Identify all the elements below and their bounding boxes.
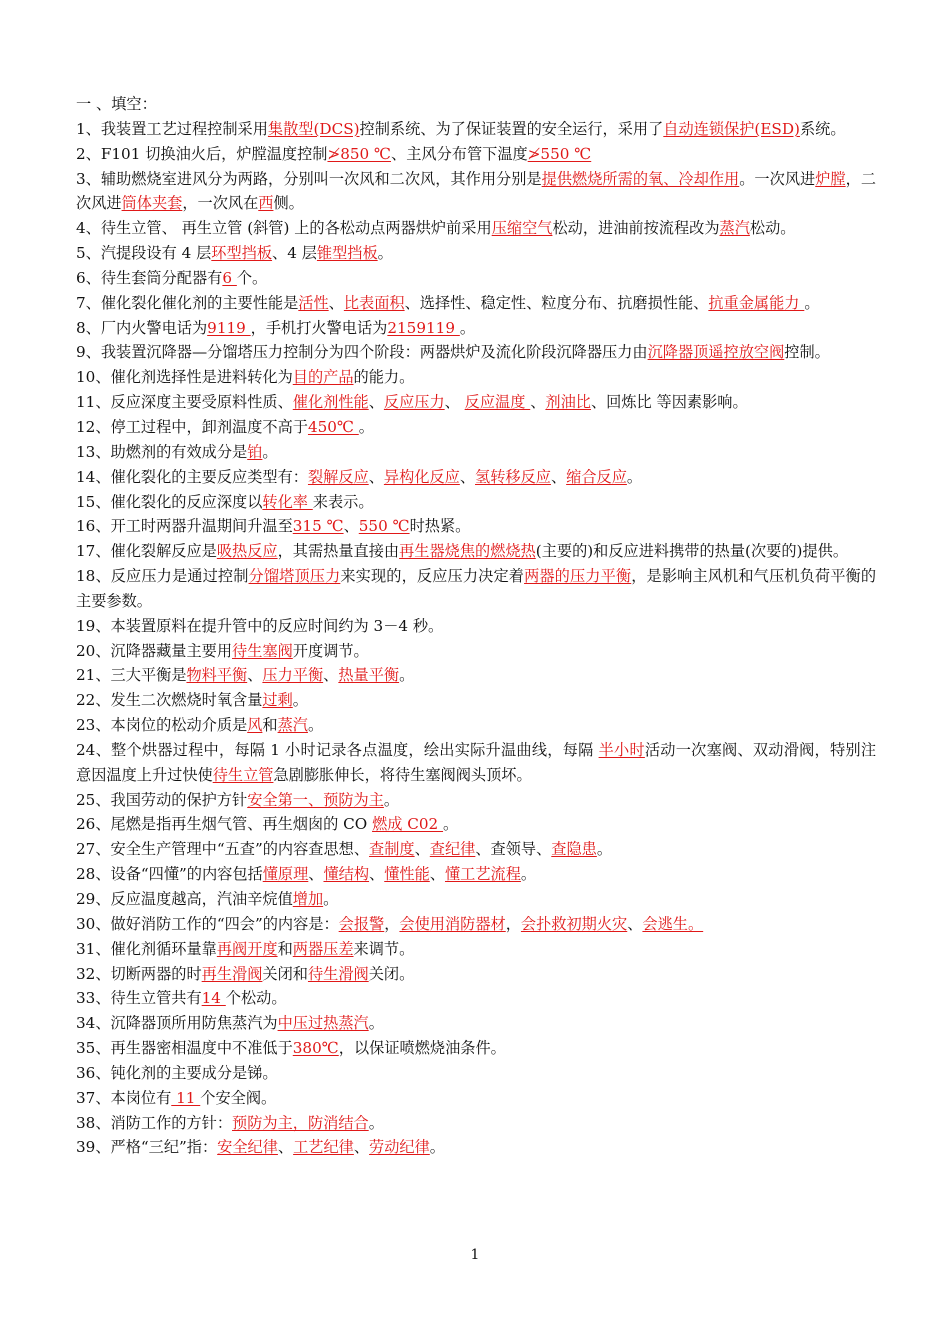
question-text: 37、本岗位有: [76, 1088, 172, 1107]
question-text: 。: [377, 244, 393, 263]
question-text: 来调节。: [353, 939, 415, 958]
question-item: [76, 564, 876, 614]
answer-text: 抗重金属能力: [708, 293, 805, 312]
question-text: 松动。: [749, 219, 796, 238]
answer-text: 压缩空气: [491, 219, 553, 238]
answer-text: 压力平衡: [262, 666, 324, 685]
question-text: 、: [343, 517, 359, 536]
answer-text: 待生塞阀: [232, 641, 293, 660]
answer-text: 再生滑阀: [201, 964, 263, 983]
answer-text: 蒸汽: [719, 219, 750, 238]
question-item: [76, 340, 876, 365]
answer-text: 会报警: [338, 914, 385, 933]
question-text: 。一次风进: [739, 169, 816, 188]
answer-text: 氢转移反应: [475, 467, 551, 486]
question-text: 侧。: [273, 194, 304, 213]
answer-text: 11: [171, 1088, 201, 1107]
answer-text: 蒸汽: [277, 716, 308, 735]
question-item: [76, 117, 876, 142]
question-text: 10、催化剂选择性是进料转化为: [76, 368, 293, 387]
question-text: 、: [323, 666, 339, 685]
answer-text: 沉降器顶遥控放空阀: [647, 343, 785, 362]
question-text: 时热紧。: [409, 517, 471, 536]
question-text: 21、三大平衡是: [76, 666, 187, 685]
question-text: 13、助燃剂的有效成分是: [76, 442, 248, 461]
question-text: 5、汽提段设有 4 层: [76, 244, 212, 263]
question-text: 、: [277, 1138, 294, 1157]
answer-text: 过剩: [262, 691, 293, 710]
section-title: 一 、填空：: [76, 95, 157, 113]
answer-text: 再阀开度: [216, 939, 278, 958]
question-item: [76, 1111, 876, 1136]
question-item: [76, 216, 876, 241]
question-text: 、: [444, 393, 465, 412]
question-item: [76, 514, 876, 539]
answer-text: 450℃: [307, 417, 359, 436]
answer-text: 550 ℃: [358, 517, 410, 536]
question-item: [76, 1036, 876, 1061]
question-text: 25、我国劳动的保护方针: [76, 790, 248, 809]
answer-text: 会使用消防器材: [399, 914, 506, 933]
question-item: [76, 812, 876, 837]
question-text: 、: [353, 1138, 370, 1157]
answer-text: 活性: [298, 293, 329, 312]
answer-text: 安全纪律: [217, 1138, 278, 1157]
question-text: 17、催化裂解反应是: [76, 542, 217, 561]
question-text: 、: [530, 393, 546, 412]
question-text: 4、待生立管、 再生立管 (斜管) 上的各松动点两器烘炉前采用: [76, 219, 492, 238]
question-item: [76, 142, 876, 167]
question-text: 急剧膨胀伸长，将待生塞阀阀头顶坏。: [273, 765, 532, 784]
answer-text: 预防为主，防消结合: [232, 1113, 369, 1132]
question-text: 的能力。: [353, 368, 415, 387]
answer-text: 风: [247, 716, 263, 735]
question-text: 16、开工时两器升温期间升温至: [76, 517, 293, 536]
answer-text: 西: [258, 194, 274, 213]
question-text: ，一次风在: [182, 194, 259, 213]
answer-text: 异构化反应: [383, 467, 460, 486]
question-item: [76, 440, 876, 465]
answer-text: 集散型(DCS): [267, 119, 360, 138]
question-item: [76, 937, 876, 962]
question-text: ，以保证喷燃烧油条件。: [338, 1039, 506, 1058]
question-text: 、: [550, 467, 567, 486]
question-item: [76, 539, 876, 564]
fill-in-blank-list: [76, 117, 876, 1160]
question-text: ，二次风进: [76, 169, 877, 213]
question-text: ，: [384, 914, 400, 933]
answer-text: 反应压力: [383, 393, 445, 412]
question-text: 关闭和: [262, 964, 308, 983]
question-text: 14、催化裂化的主要反应类型有：: [76, 467, 308, 486]
question-text: 26、尾燃是指再生烟气管、再生烟囱的 CO: [76, 815, 373, 834]
question-text: 。: [368, 1014, 384, 1033]
question-text: 3、辅助燃烧室进风分为两路，分别叫一次风和二次风，其作用分别是: [76, 169, 542, 188]
question-text: 。: [307, 716, 324, 735]
question-text: 15、催化裂化的反应深度以: [76, 492, 263, 511]
question-text: 38、消防工作的方针：: [76, 1113, 233, 1132]
question-item: [76, 738, 876, 788]
question-text: 32、切断两器的时: [76, 964, 202, 983]
question-text: 19、本装置原料在提升管中的反应时间约为 3－4 秒。: [76, 616, 444, 635]
answer-text: 再生器烧焦的燃烧热: [399, 542, 536, 561]
answer-text: 9119: [207, 318, 251, 337]
answer-text: ≯850 ℃: [327, 144, 391, 163]
question-text: 、: [369, 865, 385, 884]
answer-text: 催化剂性能: [292, 393, 369, 412]
answer-text: 增加: [292, 890, 324, 908]
question-text: 6、待生套筒分配器有: [76, 268, 223, 287]
answer-text: 315 ℃: [292, 517, 344, 536]
question-text: 关闭。: [368, 964, 415, 983]
question-text: 。: [323, 890, 339, 908]
question-text: 来表示。: [312, 492, 374, 511]
question-text: 33、待生立管共有: [76, 989, 202, 1008]
answer-text: 劳动纪律: [369, 1138, 430, 1157]
answer-text: 安全第一、预防为主: [247, 790, 384, 809]
question-text: 、4 层: [272, 244, 317, 263]
question-item: [76, 713, 876, 738]
question-text: 。: [596, 840, 613, 859]
question-text: 。: [292, 691, 308, 710]
question-item: [76, 986, 876, 1011]
question-text: 12、停工过程中，卸剂温度不高于: [76, 417, 308, 436]
question-item: [76, 415, 876, 440]
question-item: [76, 1135, 876, 1160]
question-text: ，其需热量直接由: [277, 542, 400, 561]
question-item: [76, 788, 876, 813]
question-text: 、: [328, 293, 344, 312]
question-item: [76, 490, 876, 515]
question-text: 活动一次塞阀、双动滑阀，特别注意因温度上升过快使: [76, 740, 877, 784]
question-text: 。: [358, 417, 374, 436]
question-item: [76, 663, 876, 688]
answer-text: 懂工艺流程: [444, 865, 521, 884]
question-text: 8、厂内火警电话为: [76, 318, 208, 337]
answer-text: 会扑救初期火灾: [520, 914, 628, 933]
answer-text: 环型挡板: [211, 244, 273, 263]
question-text: 系统。: [799, 119, 846, 138]
question-item: [76, 837, 876, 862]
question-text: 20、沉降器藏量主要用: [76, 641, 233, 660]
answer-text: 锥型挡板: [316, 244, 378, 263]
question-item: [76, 912, 876, 937]
answer-text: 炉膛: [815, 169, 846, 188]
answer-text: 转化率: [262, 492, 313, 511]
question-text: 、: [368, 393, 384, 412]
question-text: 29、反应温度越高，汽油辛烷值: [76, 890, 293, 908]
document-body: [76, 92, 876, 1160]
question-text: 24、整个烘器过程中，每隔 1 小时记录各点温度，绘出实际升温曲线，每隔: [76, 740, 599, 759]
answer-text: 查隐患: [551, 840, 597, 859]
question-text: 、: [429, 865, 445, 884]
question-item: [76, 465, 876, 490]
answer-text: 会逃生。: [642, 914, 704, 933]
answer-text: 目的产品: [292, 368, 354, 387]
question-text: 1、我装置工艺过程控制采用: [76, 119, 268, 138]
answer-text: 工艺纪律: [293, 1138, 354, 1157]
question-text: ，: [505, 914, 521, 933]
question-text: 。: [368, 1113, 384, 1132]
question-text: 开度调节。: [292, 641, 369, 660]
answer-text: 两器压差: [292, 939, 354, 958]
answer-text: 铂: [247, 442, 263, 461]
answer-text: 吸热反应: [216, 542, 278, 561]
answer-text: 14: [201, 989, 226, 1008]
question-item: [76, 639, 876, 664]
answer-text: 反应温度: [464, 393, 531, 412]
answer-text: 懂原理: [262, 865, 309, 884]
question-item: [76, 688, 876, 713]
question-item: [76, 1011, 876, 1036]
question-text: 和: [277, 939, 293, 958]
question-text: 控制系统、为了保证装置的安全运行，采用了: [359, 119, 664, 138]
question-text: 。: [399, 666, 415, 685]
answer-text: 燃成 C02: [372, 815, 444, 834]
question-text: 、主风分布管下温度: [391, 144, 528, 163]
question-text: 控制。: [784, 343, 830, 362]
question-text: 、: [627, 914, 643, 933]
question-text: 个松动。: [225, 989, 287, 1008]
answer-text: 查制度: [369, 840, 415, 859]
question-text: 。: [459, 318, 475, 337]
question-item: [76, 291, 876, 316]
answer-text: 物料平衡: [186, 666, 248, 685]
question-text: 23、本岗位的松动介质是: [76, 716, 248, 735]
answer-text: 筒体夹套: [121, 194, 183, 213]
question-text: (主要的)和反应进料携带的热量(次要的)提供。: [535, 542, 849, 561]
question-text: 、: [308, 865, 324, 884]
question-item: [76, 862, 876, 887]
question-text: 。: [383, 790, 400, 809]
question-text: 、查领导、: [475, 840, 552, 859]
question-item: [76, 1086, 876, 1111]
question-text: 个。: [236, 268, 268, 287]
answer-text: 懂性能: [384, 865, 430, 884]
page-number: 1: [470, 1247, 480, 1263]
question-text: 。: [443, 815, 459, 834]
answer-text: 裂解反应: [307, 467, 369, 486]
answer-text: 半小时: [598, 740, 645, 759]
question-text: 、选择性、稳定性、粒度分布、抗磨损性能、: [404, 293, 709, 312]
answer-text: 提供燃烧所需的氧、冷却作用: [541, 169, 740, 188]
question-item: [76, 887, 876, 912]
answer-text: 热量平衡: [338, 666, 400, 685]
question-text: ，是影响主风机和气压机负荷平衡的主要参数。: [76, 567, 877, 610]
answer-text: 懂结构: [323, 865, 370, 884]
question-item: [76, 316, 876, 341]
answer-text: 待生立管: [212, 765, 274, 784]
question-text: 。: [520, 865, 537, 884]
answer-text: 查纪律: [429, 840, 476, 859]
question-text: 和: [262, 716, 278, 735]
answer-text: 待生滑阀: [307, 964, 369, 983]
question-text: 松动，进油前按流程改为: [552, 219, 720, 238]
answer-text: 2159119: [387, 318, 460, 337]
question-item: [76, 241, 876, 266]
question-item: [76, 390, 876, 415]
question-item: [76, 365, 876, 390]
question-text: 9、我装置沉降器—分馏塔压力控制分为四个阶段：两器烘炉及流化阶段沉降器压力由: [76, 343, 648, 362]
question-text: 30、做好消防工作的“四会”的内容是：: [76, 914, 339, 933]
answer-text: 分馏塔顶压力: [248, 567, 341, 586]
question-text: 。: [262, 442, 278, 461]
question-item: [76, 1061, 876, 1086]
question-text: 、: [368, 467, 384, 486]
question-item: [76, 614, 876, 639]
question-text: 11、反应深度主要受原料性质、: [76, 393, 293, 412]
question-text: 、: [247, 666, 263, 685]
question-text: 34、沉降器顶所用防焦蒸汽为: [76, 1014, 278, 1033]
question-text: 。: [804, 293, 820, 312]
answer-text: 剂油比: [545, 393, 591, 412]
question-text: 。: [626, 467, 643, 486]
question-text: 27、安全生产管理中“五查”的内容查思想、: [76, 840, 370, 859]
question-item: [76, 962, 876, 987]
question-text: 36、钝化剂的主要成分是锑。: [76, 1063, 278, 1082]
question-text: 2、F101 切换油火后，炉膛温度控制: [76, 144, 328, 163]
answer-text: 自动连锁保护(ESD): [663, 119, 800, 138]
question-item: [76, 167, 876, 217]
answer-text: 380℃: [292, 1039, 339, 1058]
answer-text: 6: [222, 268, 237, 287]
question-item: [76, 266, 876, 291]
question-text: 18、反应压力是通过控制: [76, 567, 249, 586]
question-text: 31、催化剂循环量靠: [76, 939, 217, 958]
answer-text: 两器的压力平衡: [524, 567, 632, 586]
question-text: 22、发生二次燃烧时氧含量: [76, 691, 263, 710]
question-text: 39、严格“三纪”指：: [76, 1138, 218, 1157]
question-text: 28、设备“四懂”的内容包括: [76, 865, 263, 884]
question-text: 、: [414, 840, 430, 859]
question-text: 7、催化裂化催化剂的主要性能是: [76, 293, 299, 312]
question-text: ，手机打火警电话为: [250, 318, 388, 337]
answer-text: 比表面积: [343, 293, 405, 312]
answer-text: 缩合反应: [566, 467, 627, 486]
question-text: 35、再生器密相温度中不准低于: [76, 1039, 293, 1058]
question-text: 、回炼比 等因素影响。: [590, 393, 748, 412]
answer-text: ≯550 ℃: [527, 144, 592, 163]
question-text: 来实现的，反应压力决定着: [340, 567, 525, 586]
question-text: 个安全阀。: [200, 1088, 277, 1107]
question-text: 。: [429, 1138, 445, 1157]
answer-text: 中压过热蒸汽: [277, 1014, 369, 1033]
question-text: 、: [459, 467, 476, 486]
